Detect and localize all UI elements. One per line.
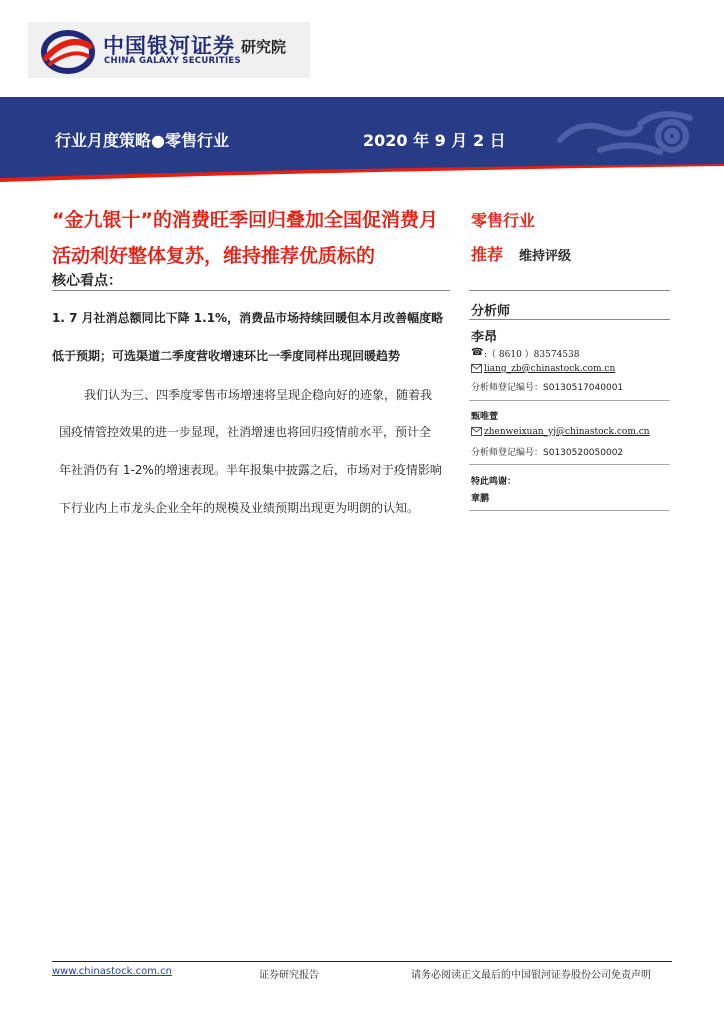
paragraph-line-4: 下行业内上市龙头企业全年的规模及业绩预期出现更为明朗的认知。 [59,501,420,515]
report-date: 2020 年 9 月 2 日 [363,131,506,150]
sidebar-divider [469,290,670,291]
logo-institute: 研究院 [241,38,287,56]
analyst-1-name: 李昂 [471,330,498,345]
sidebar-sector: 零售行业 [471,211,536,230]
sidebar-divider [469,400,670,401]
paragraph-line-2: 国疫情管控效果的进一步显现，社消增速也将回归疫情前水平，预计全 [59,425,432,439]
footer-divider [52,961,672,962]
core-view-heading: 核心看点： [52,273,122,289]
sidebar-rating: 推荐 [471,245,504,264]
key-point-line-1: 1. 7 月社消总额同比下降 1.1%，消费品市场持续回暖但本月改善幅度略 [52,311,444,325]
paragraph-line-1: 我们认为三、四季度零售市场增速将呈现企稳向好的迹象，随着我 [84,388,433,402]
cloud-decoration-icon [540,100,724,176]
analyst-heading: 分析师 [471,304,511,319]
footer-report-type: 证券研究报告 [259,970,319,981]
footer-website-link[interactable]: www.chinastock.com.cn [52,966,172,977]
analyst-2-registration: 分析师登记编号：S0130520050002 [471,448,624,458]
thanks-name: 章鹏 [471,494,490,504]
footer-disclaimer: 请务必阅读正文最后的中国银河证券股份公司免责声明 [411,970,651,981]
headline-line-2: 活动利好整体复苏，维持推荐优质标的 [52,245,376,267]
headline-line-1: “金九银十”的消费旺季回归叠加全国促消费月 [52,209,438,231]
mail-icon [471,364,482,373]
galaxy-logo-icon [40,28,96,76]
phone-icon: ☎ [471,347,484,358]
sidebar-divider [469,464,670,465]
key-point-line-2: 低于预期；可选渠道二季度营收增速环比一季度同样出现回暖趋势 [52,349,401,363]
report-category: 行业月度策略●零售行业 [55,131,229,150]
analyst-2-name: 甄唯萱 [471,412,499,422]
thanks-heading: 特此鸣谢： [471,477,517,487]
sidebar-rating-sub: 维持评级 [519,249,572,264]
analyst-1-phone: :（ 8610 ）83574538 [484,350,580,360]
analyst-1-email-link[interactable]: liang_zb@chinastock.com.cn [484,364,616,374]
sidebar-divider [469,510,670,511]
analyst-1-registration: 分析师登记编号：S0130517040001 [471,383,624,393]
logo-name-en: CHINA GALAXY SECURITIES [104,56,241,66]
core-divider [52,290,450,291]
mail-icon [471,427,482,436]
analyst-2-email-link[interactable]: zhenweixuan_yj@chinastock.com.cn [484,427,650,437]
logo-name-cn: 中国银河证券 [103,34,235,58]
paragraph-line-3: 年社消仍有 1-2%的增速表现。半年报集中披露之后，市场对于疫情影响 [59,463,442,477]
sidebar-divider [469,319,670,320]
